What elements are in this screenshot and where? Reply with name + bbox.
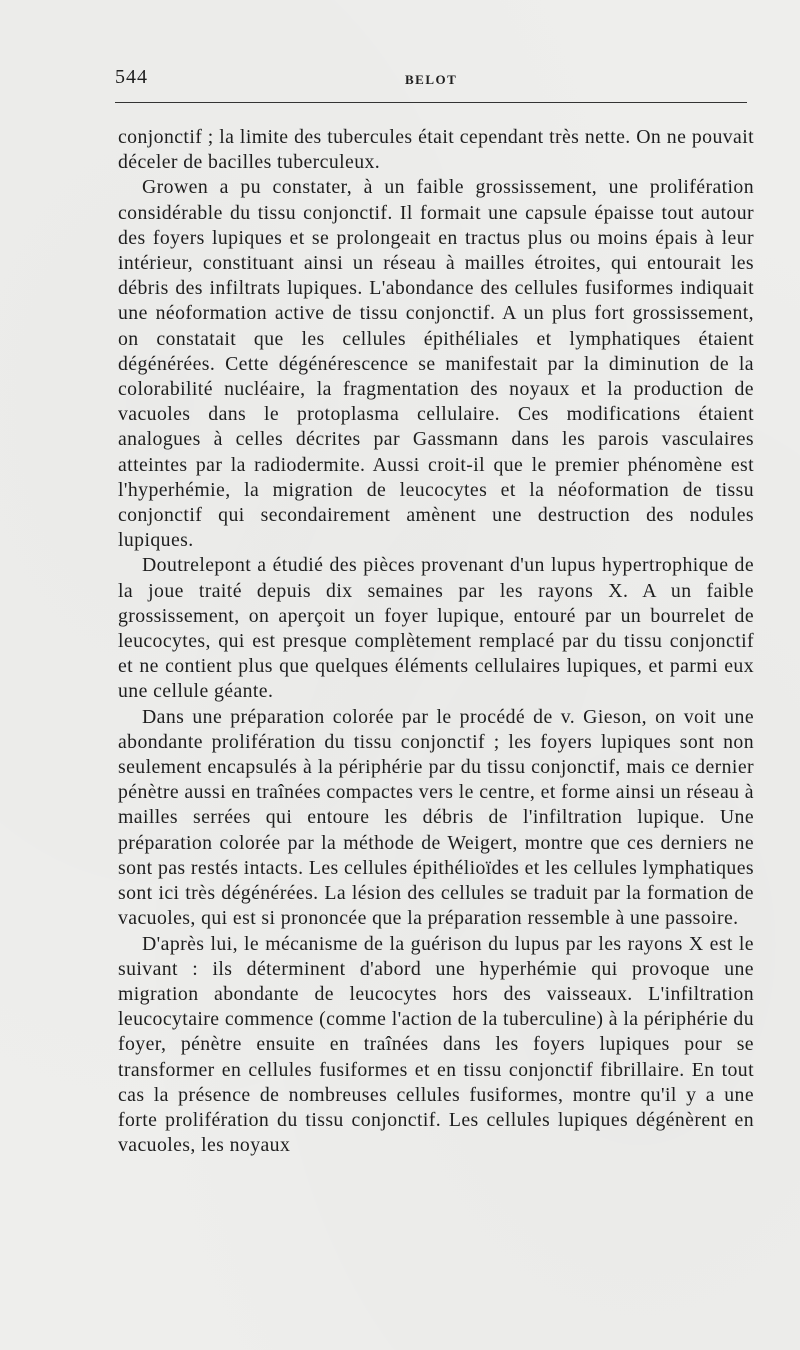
paragraph-doutrelepont: Doutrelepont a étudié des pièces provenant d'un lupus hypertrophique de la joue traité depuis dix semaines par les rayons X. A un faible grossissement, on aperçoit un foyer lupique, entouré par un bourrelet de leucocytes, qui est presque complètement remplacé par du tissu conjonctif et ne contient plus que quelques éléments cellulaires lupiques, et parmi eux une cellule géante.: [118, 554, 754, 703]
page-header: [115, 66, 747, 88]
paragraph-continuation: conjonctif ; la limite des tubercules était cependant très nette. On ne pouvait déceler de bacilles tuberculeux.: [118, 126, 754, 174]
body-text: [118, 125, 754, 1158]
paragraph-mecanisme: D'après lui, le mécanisme de la guérison du lupus par les rayons X est le suivant : ils déterminent d'abord une hyperhémie qui provoque une migration abondante de leucocytes hors des vaisseaux. L'infiltration leucocytaire commence (comme l'action de la tuberculine) à la périphérie du foyer, pénètre ensuite en traînées dans les foyers lupiques pour se transformer en cellules fusiformes et en tissu conjonctif fibrillaire. En tout cas la présence de nombreuses cellules fusiformes, montre qu'il y a une forte prolifération du tissu conjonctif. Les cellules lupiques dégénèrent en vacuoles, les noyaux: [118, 932, 754, 1157]
paragraph-gieson: Dans une préparation colorée par le procédé de v. Gieson, on voit une abondante prolifération du tissu conjonctif ; les foyers lupiques sont non seulement encapsulés à la périphérie par du tissu conjonctif, mais ce dernier pénètre aussi en traînées compactes vers le centre, et forme ainsi un réseau à mailles serrées qui entoure les débris de l'infiltration lupique. Une préparation colorée par la méthode de Weigert, montre que ces derniers ne sont pas restés intacts. Les cellules épithélioïdes et les cellules lymphatiques sont ici très dégénérées. La lésion des cellules se traduit par la formation de vacuoles, qui est si prononcée que la préparation ressemble à une passoire.: [118, 705, 754, 930]
page-number: 544: [115, 66, 148, 88]
running-head: BELOT: [405, 72, 458, 87]
header-rule: [115, 102, 747, 103]
paragraph-growen: Growen a pu constater, à un faible grossissement, une prolifération considérable du tissu conjonctif. Il formait une capsule épaisse tout autour des foyers lupiques et se prolongeait en tractus plus ou moins épais à leur intérieur, constituant ainsi un réseau à mailles étroites, qui entourait les débris des infiltrats lupiques. L'abondance des cellules fusiformes indiquait une néoformation active de tissu conjonctif. A un plus fort grossissement, on constatait que les cellules épithéliales et lymphatiques étaient dégénérées. Cette dégénérescence se manifestait par la diminution de la colorabilité nucléaire, la fragmentation des noyaux et la production de vacuoles dans le protoplasma cellulaire. Ces modifications étaient analogues à celles décrites par Gassmann dans les parois vasculaires atteintes par la radiodermite. Aussi croit-il que le premier phénomène est l'hyperhémie, la migration de leucocytes et la néoformation de tissu conjonctif qui secondairement amènent une destruction des nodules lupiques.: [118, 176, 754, 552]
